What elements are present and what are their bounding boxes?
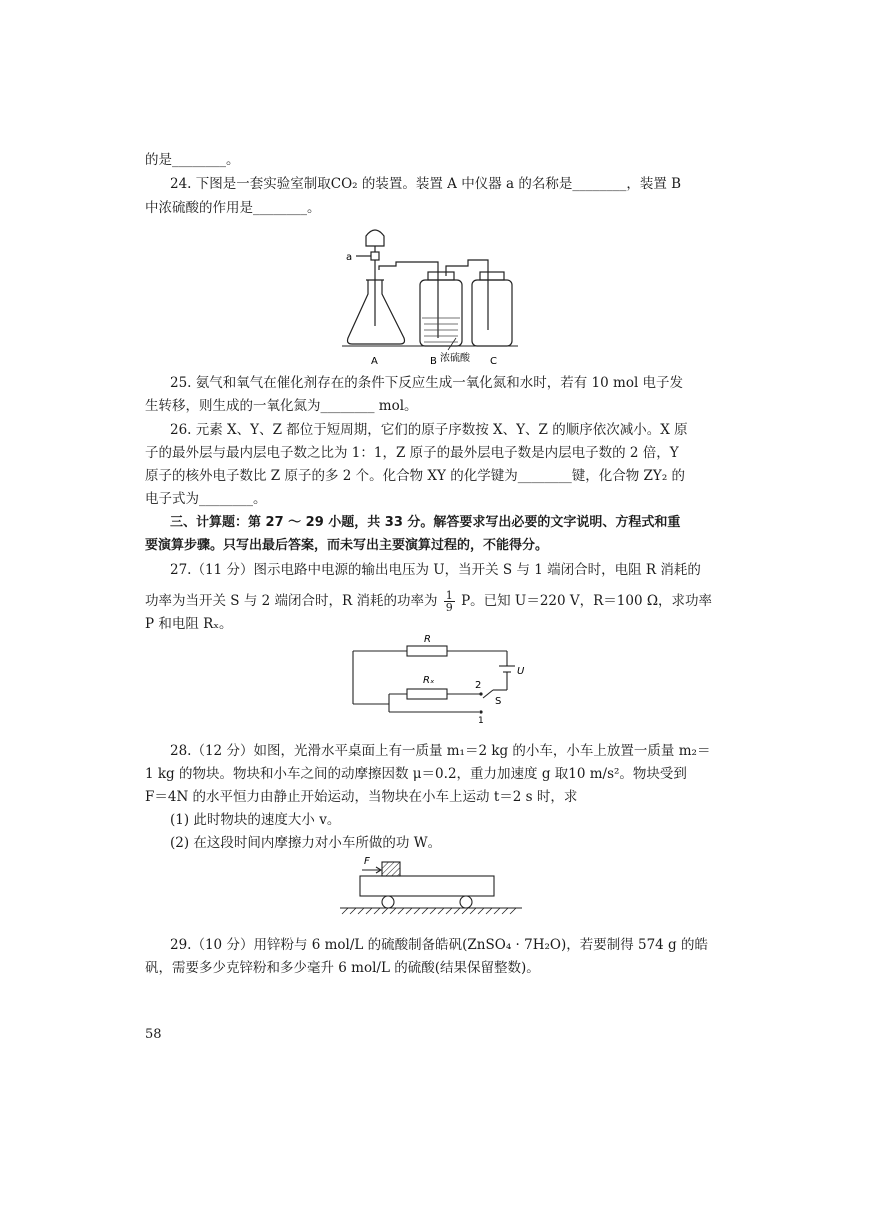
question-24-line1: 24. 下图是一套实验室制取CO₂ 的装置。装置 A 中仪器 a 的名称是________，装置 B bbox=[170, 176, 682, 192]
label-C: C bbox=[490, 356, 497, 367]
question-27-line2 bbox=[145, 590, 712, 613]
label-S: S bbox=[495, 696, 502, 707]
question-28-part2: (2) 在这段时间内摩擦力对小车所做的功 W。 bbox=[170, 835, 442, 851]
label-B: B bbox=[430, 356, 437, 367]
question-26-line2: 子的最外层与最内层电子数之比为 1：1，Z 原子的最外层电子数是内层电子数的 2 倍，Y bbox=[145, 445, 679, 461]
question-24-line2: 中浓硫酸的作用是________。 bbox=[145, 200, 321, 216]
figure-circuit bbox=[345, 632, 530, 724]
question-27-line3: P 和电阻 Rₓ。 bbox=[145, 616, 233, 632]
label-A: A bbox=[371, 356, 378, 367]
question-28-line2: 1 kg 的物块。物块和小车之间的动摩擦因数 μ＝0.2，重力加速度 g 取10 m/s²。物块受到 bbox=[145, 766, 687, 782]
question-26-line1: 26. 元素 X、Y、Z 都位于短周期，它们的原子序数按 X、Y、Z 的顺序依次减小。X 原 bbox=[170, 422, 688, 438]
label-R: R bbox=[424, 634, 431, 645]
question-28-part1: (1) 此时物块的速度大小 v。 bbox=[170, 812, 341, 828]
section-3-heading-line2: 要演算步骤。只写出最后答案，而未写出主要演算过程的，不能得分。 bbox=[145, 538, 549, 553]
question-26-line3: 原子的核外电子数比 Z 原子的多 2 个。化合物 XY 的化学键为________键，化合物 ZY₂ 的 bbox=[145, 468, 686, 484]
label-terminal-2: 2 bbox=[475, 680, 482, 691]
label-terminal-1: 1 bbox=[478, 716, 484, 724]
question-29-line1: 29.（10 分）用锌粉与 6 mol/L 的硫酸制备皓矾(ZnSO₄ · 7H₂O)，若要制得 574 g 的皓 bbox=[170, 937, 708, 953]
section-3-heading-line1: 三、计算题：第 27 ～ 29 小题，共 33 分。解答要求写出必要的文字说明、方程式和重 bbox=[170, 515, 681, 530]
label-a: a bbox=[346, 252, 353, 263]
text-line: 的是________。 bbox=[145, 152, 240, 168]
question-28-line1: 28.（12 分）如图，光滑水平桌面上有一质量 m₁＝2 kg 的小车，小车上放置一质量 m₂＝ bbox=[170, 743, 711, 759]
question-26-line4: 电子式为________。 bbox=[145, 491, 267, 507]
figure-cart-block bbox=[336, 852, 526, 920]
fraction-one-ninth bbox=[444, 590, 455, 613]
label-F: F bbox=[364, 856, 370, 867]
q27-text-post: P。已知 U＝220 V，R＝100 Ω，求功率 bbox=[461, 593, 713, 609]
question-25-line2: 生转移，则生成的一氧化氮为________ mol。 bbox=[145, 398, 418, 414]
question-28-line3: F＝4N 的水平恒力由静止开始运动，当物块在小车上运动 t＝2 s 时，求 bbox=[145, 789, 578, 805]
page-number: 58 bbox=[145, 1027, 162, 1042]
label-U: U bbox=[517, 666, 525, 677]
fraction-denominator: 9 bbox=[445, 601, 453, 614]
fraction-numerator: 1 bbox=[445, 589, 453, 602]
label-acid: 浓硫酸 bbox=[440, 353, 470, 364]
q27-text-pre: 功率为当开关 S 与 2 端闭合时，R 消耗的功率为 bbox=[145, 593, 438, 609]
question-27-line1: 27.（11 分）图示电路中电源的输出电压为 U，当开关 S 与 1 端闭合时，电阻 R 消耗的 bbox=[170, 562, 701, 578]
question-25-line1: 25. 氨气和氧气在催化剂存在的条件下反应生成一氧化氮和水时，若有 10 mol 电子发 bbox=[170, 375, 684, 391]
label-Rx: Rₓ bbox=[423, 675, 435, 686]
figure-co2-apparatus bbox=[338, 222, 528, 370]
question-29-line2: 矾，需要多少克锌粉和多少毫升 6 mol/L 的硫酸(结果保留整数)。 bbox=[145, 960, 540, 976]
